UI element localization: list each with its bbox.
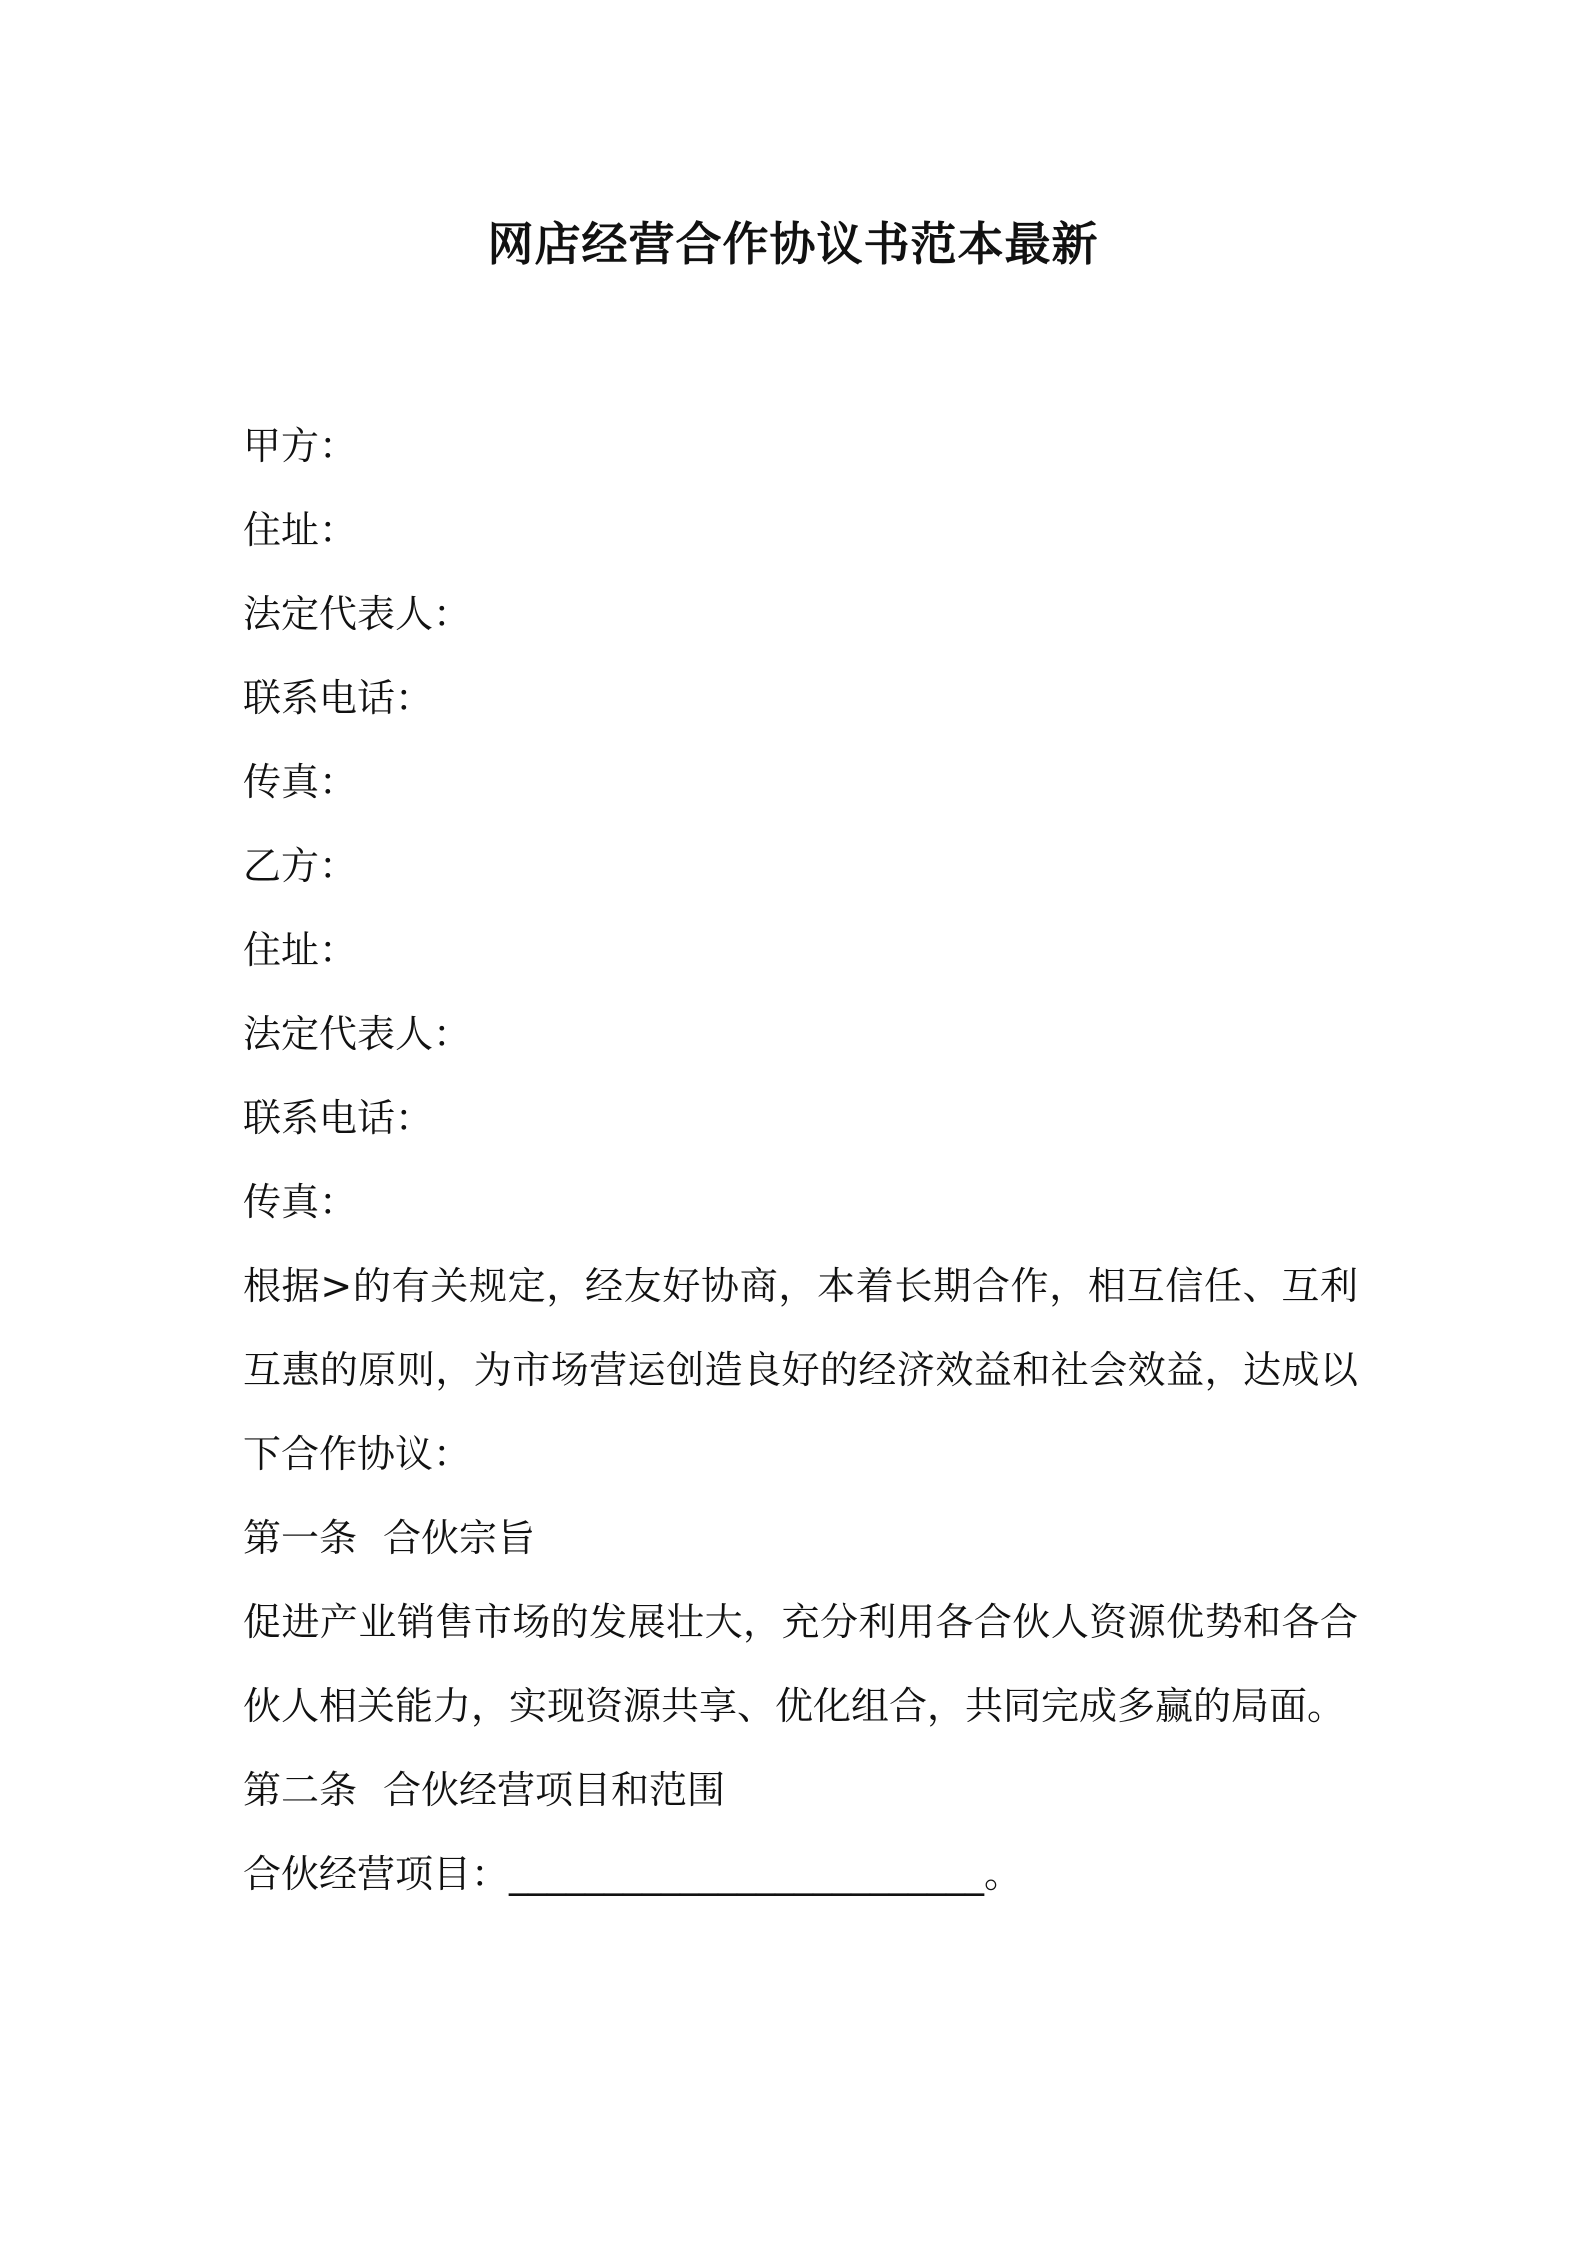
article-2-title: 合伙经营项目和范围	[383, 1768, 726, 1812]
party-b-legal-rep-label: 法定代表人：	[243, 1012, 472, 1056]
article-1-paragraph: 促进产业销售市场的发展壮大，充分利用各合伙人资源优势和各合伙人相关能力，实现资源共享、优化组合，共同完成多赢的局面。	[243, 1600, 1358, 1728]
party-a-phone-label: 联系电话：	[243, 676, 434, 720]
document-body	[243, 404, 1358, 1916]
party-a-fax-label: 传真：	[243, 760, 358, 804]
article-2-number: 第二条	[243, 1768, 358, 1812]
article-2-heading	[243, 1748, 1358, 1832]
article-1-title: 合伙宗旨	[383, 1516, 536, 1560]
article-1-heading	[243, 1496, 1358, 1580]
party-b-phone-label: 联系电话：	[243, 1096, 434, 1140]
preamble-paragraph: 根据>的有关规定，经友好协商，本着长期合作，相互信任、互利互惠的原则，为市场营运创造良好的经济效益和社会效益，达成以下合作协议：	[243, 1264, 1358, 1476]
party-a-address-label: 住址：	[243, 508, 358, 552]
project-end-mark: 。	[984, 1852, 1023, 1896]
party-b-name-label: 乙方：	[243, 844, 358, 888]
party-a-name-label: 甲方：	[243, 424, 358, 468]
article-2-project-line	[243, 1832, 1358, 1916]
party-a-legal-rep-label: 法定代表人：	[243, 592, 472, 636]
article-1-number: 第一条	[243, 1516, 358, 1560]
project-blank: _________________________	[509, 1852, 985, 1896]
project-label: 合伙经营项目：	[243, 1852, 510, 1896]
document-title: 网店经营合作协议书范本最新	[487, 217, 1099, 271]
party-b-address-label: 住址：	[243, 928, 358, 972]
party-b-fax-label: 传真：	[243, 1180, 358, 1224]
